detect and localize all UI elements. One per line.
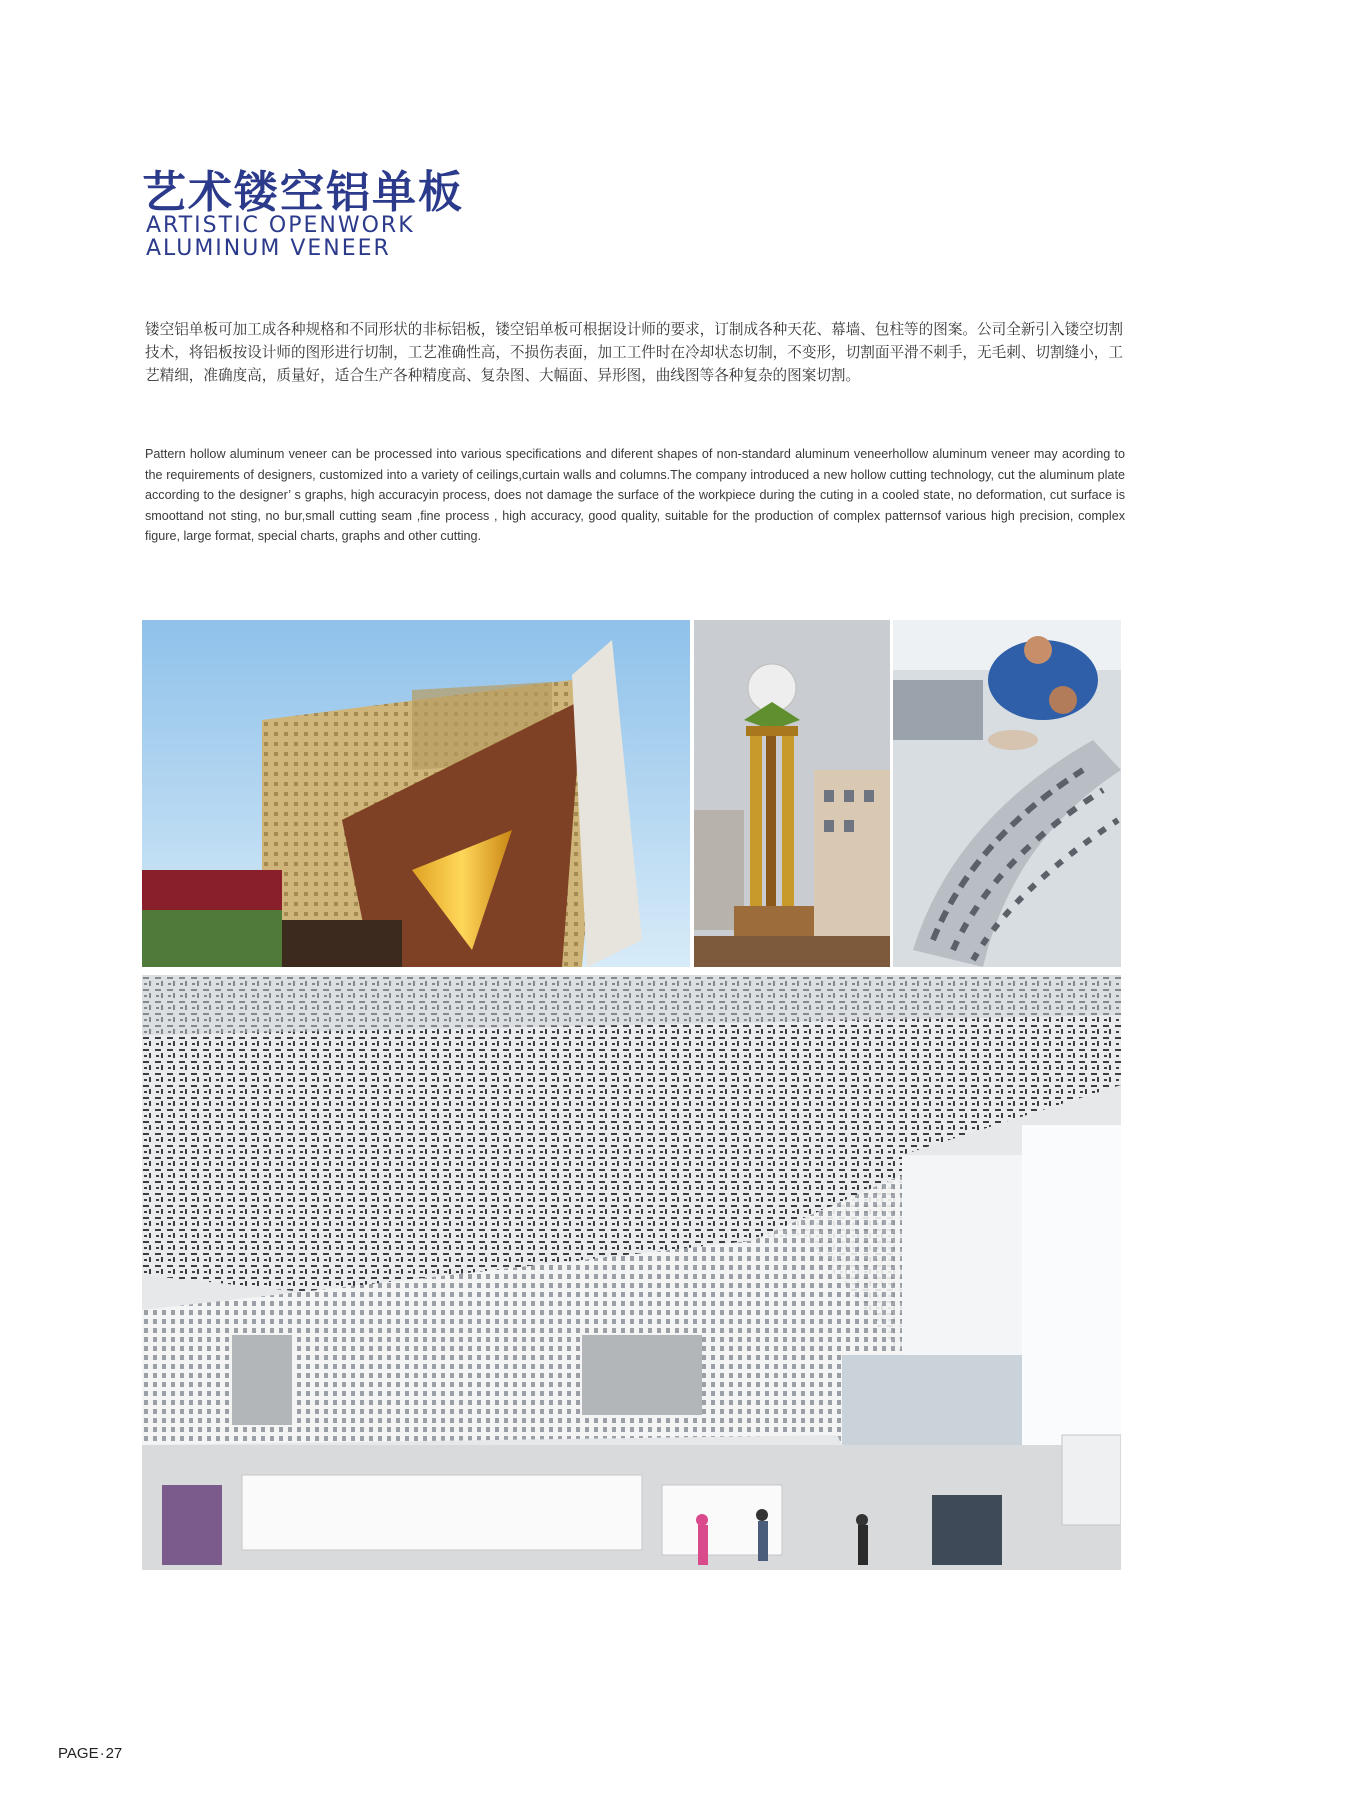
description-chinese: 镂空铝单板可加工成各种规格和不同形状的非标铝板，镂空铝单板可根据设计师的要求，订制成各种天花、幕墙、包柱等的图案。公司全新引入镂空切割技术，将铝板按设计师的图形进行切制，工艺准确性高，不损伤表面，加工工件时在冷却状态切制，不变形，切割面平滑不刺手，无毛刺、切割缝小，工艺精细，准确度高，质量好，适合生产各种精度高、复杂图、大幅面、异形图，曲线图等各种复杂的图案切割。 (145, 321, 1123, 384)
photo-hall-perforated-ceiling (142, 975, 1121, 1570)
photo-gold-facade-building (142, 620, 690, 967)
photo-golden-column-monument (694, 620, 890, 967)
hall-ceiling-illustration (142, 975, 1121, 1570)
workers-panel-illustration (893, 620, 1121, 967)
page-number (58, 1745, 122, 1762)
title-chinese: 艺术镂空铝单板 (142, 167, 464, 218)
title-english-line2: ALUMINUM VENEER (146, 236, 391, 261)
page-number-value: 27 (105, 1745, 123, 1762)
page-label: PAGE (58, 1745, 99, 1762)
title-english (146, 214, 415, 260)
description-english: Pattern hollow aluminum veneer can be processed into various specifications and diferent shapes of non-standard aluminum veneerhollow aluminum veneer may acording to the requirements of designers, customized into a variety of ceilings,curtain walls and columns.The company introduced a new hollow cutting technology, cut the aluminum plate according to the designer’ s graphs, high accuracyin process, does not damage the surface of the workpiece during the cuting in a cooled state, no deformation, cut surface is smoottand not sting, no bur,small cutting seam ,fine process , high accuracy, good quality, suitable for the production of complex patternsof various high precision, complex figure, large format, special charts, graphs and other cutting. (145, 447, 1125, 543)
photo-workers-curved-panel (893, 620, 1121, 967)
title-english-line1: ARTISTIC OPENWORK (146, 213, 415, 238)
column-monument-illustration (694, 620, 890, 967)
page-separator: · (99, 1745, 105, 1762)
gold-facade-illustration (142, 620, 690, 967)
